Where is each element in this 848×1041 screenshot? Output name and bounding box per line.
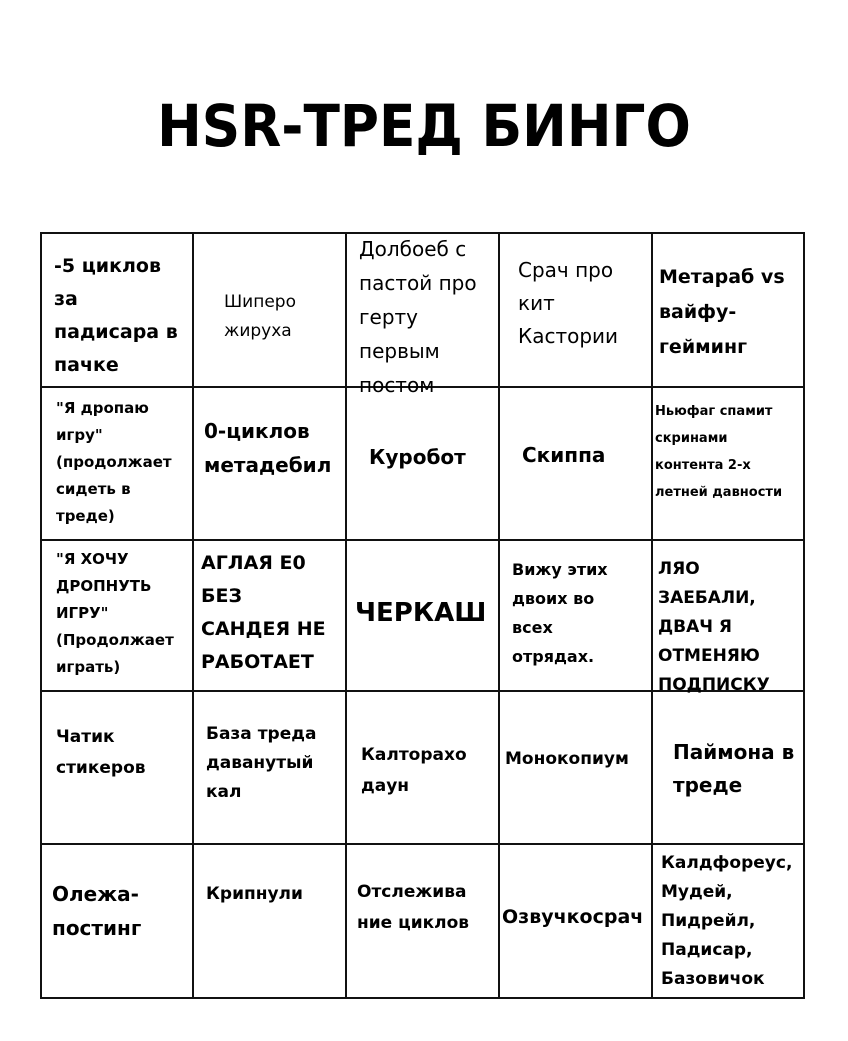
bingo-cell-text: АГЛАЯ Е0 БЕЗ САНДЕЯ НЕ РАБОТАЕТ <box>201 552 326 673</box>
bingo-cell[interactable] <box>500 541 653 692</box>
bingo-cell[interactable] <box>653 388 805 541</box>
bingo-cell[interactable] <box>42 845 194 999</box>
bingo-cell-text: -5 циклов за падисара в пачке <box>54 255 178 376</box>
bingo-cell[interactable] <box>347 541 500 692</box>
bingo-cell[interactable] <box>500 234 653 388</box>
bingo-cell[interactable] <box>194 845 347 999</box>
bingo-cell-text: Озвучкосрач <box>502 906 644 928</box>
bingo-cell[interactable] <box>42 234 194 388</box>
bingo-cell[interactable] <box>500 692 653 845</box>
bingo-cell-text: ЛЯО ЗАЕБАЛИ, ДВАЧ Я ОТМЕНЯЮ ПОДПИСКУ <box>658 559 770 695</box>
bingo-cell[interactable] <box>194 692 347 845</box>
bingo-cell[interactable] <box>653 845 805 999</box>
bingo-cell[interactable] <box>347 388 500 541</box>
bingo-cell[interactable] <box>42 541 194 692</box>
bingo-cell-text: Метараб vs вайфу- гейминг <box>659 266 785 358</box>
bingo-cell-text: Срач про кит Кастории <box>518 258 619 348</box>
bingo-cell[interactable] <box>653 234 805 388</box>
bingo-cell-text: "Я дропаю игру" (продолжает сидеть в треде) <box>56 399 172 525</box>
bingo-cell-text: "Я ХОЧУ ДРОПНУТЬ ИГРУ" (Продолжает играть) <box>56 550 174 676</box>
bingo-cell-text: 0-циклов метадебил <box>204 419 332 477</box>
bingo-cell-text: Скиппа <box>522 443 606 467</box>
bingo-cell-text: База треда даванутый кал <box>206 724 317 802</box>
bingo-cell[interactable] <box>653 541 805 695</box>
bingo-cell[interactable] <box>500 845 653 999</box>
bingo-cell[interactable] <box>347 692 500 845</box>
bingo-cell-text: Куробот <box>369 445 466 469</box>
bingo-cell[interactable] <box>42 692 194 845</box>
bingo-cell[interactable] <box>347 234 500 397</box>
bingo-cell-text: Чатик стикеров <box>56 727 146 778</box>
bingo-cell[interactable] <box>42 388 194 541</box>
bingo-cell[interactable] <box>194 388 347 541</box>
bingo-cell[interactable] <box>653 692 805 845</box>
bingo-cell-text: Вижу этих двоих во всех отрядах. <box>512 560 608 666</box>
bingo-cell-text: Калторахо даун <box>361 745 467 796</box>
bingo-cell[interactable] <box>194 234 347 388</box>
bingo-title: HSR-ТРЕД БИНГО <box>157 92 691 160</box>
bingo-cell-text: Калдфореус, Мудей, Пидрейл, Падисар, Базовичок <box>661 853 793 989</box>
bingo-cell-text: Ньюфаг спамит скринами контента 2-х летней давности <box>655 404 783 500</box>
bingo-grid <box>40 232 805 999</box>
bingo-cell[interactable] <box>194 541 347 692</box>
bingo-cell-text: ЧЕРКАШ <box>355 598 487 628</box>
bingo-cell[interactable] <box>500 388 653 541</box>
bingo-cell-text: Долбоеб с пастой про герту первым постом <box>359 237 477 397</box>
bingo-cell-text: Крипнули <box>206 884 303 904</box>
bingo-cell-text: Отслежива ние циклов <box>357 882 470 933</box>
bingo-cell-text: Олежа- постинг <box>52 882 142 940</box>
bingo-cell[interactable] <box>347 845 500 999</box>
bingo-cell-text: Монокопиум <box>505 749 629 769</box>
bingo-cell-text: Паймона в треде <box>673 740 795 797</box>
bingo-cell-text: Шиперо жируха <box>224 292 296 341</box>
